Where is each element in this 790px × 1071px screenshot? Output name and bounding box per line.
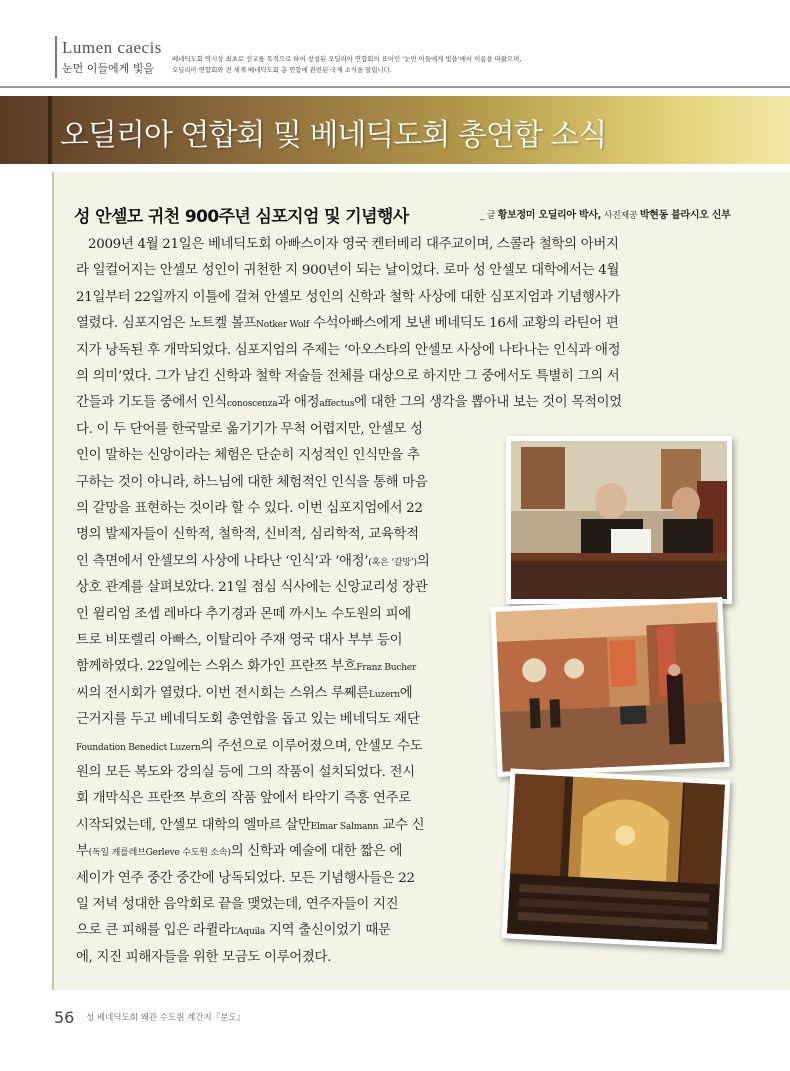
body-line (76, 311, 619, 338)
magazine-section-title-ko: 눈먼 이들에게 빛을 (62, 62, 155, 75)
body-line (76, 681, 412, 708)
body-line (76, 575, 427, 601)
body-line-segment: 인이 말하는 신앙이라는 체험은 단순히 지성적인 인식만을 추 (76, 448, 420, 464)
photo-exhibition (490, 597, 729, 777)
body-line-segment: 으로 큰 피해를 입은 라퀼라 (76, 923, 231, 939)
body-line-segment: 라 일컬어지는 안셀모 성인이 귀천한 지 900년이 되는 날이었다. 로마 성 안셀모 대학에서는 4월 (76, 263, 620, 279)
header-divider (0, 86, 790, 88)
body-line-segment: 다. 이 두 단어를 한국말로 옮기기가 무척 어렵지만, 안셀모 성 (76, 421, 423, 437)
body-line (76, 338, 620, 364)
body-line-segment: 일 저녁 성대한 음악회로 끝을 맺었는데, 연주자들이 지진 (76, 897, 399, 912)
body-line (76, 602, 411, 628)
body-line (76, 522, 419, 548)
body-line-segment: 근거지를 두고 베네딕도회 총연합을 돕고 있는 베네딕도 재단 (76, 712, 420, 728)
section-description (172, 54, 772, 76)
body-line-segment: 트로 비또렐리 아빠스, 이탈리아 주재 영국 대사 부부 등이 (76, 633, 403, 648)
body-line-annotation: (혹은 ‘갈망’) (368, 557, 417, 568)
body-line-segment: 명의 발제자들이 신학적, 철학적, 신비적, 심리학적, 교육학적 (76, 527, 419, 543)
body-line-segment: 회 개막식은 프란쯔 부흐의 작품 앞에서 타악기 즉흥 연주로 (76, 791, 411, 807)
body-line (76, 258, 619, 284)
footer-text: 성 베네딕도회 왜관 수도원 계간지『분도』 (86, 1013, 246, 1023)
article-title: 성 안셀모 귀천 900주년 심포지엄 및 기념행사 (74, 207, 409, 227)
body-line-segment: 지가 낭독된 후 개막되었다. 심포지엄의 주제는 ‘아오스타의 안셀모 사상에 나타나는 인식과 애정 (76, 342, 621, 358)
credit-prefix: _ 글 (480, 211, 498, 221)
body-line (76, 390, 622, 417)
body-line-annotation: Elmar Salmann (310, 821, 379, 832)
body-line-segment: 의 주선으로 이루어졌으며, 안셀모 수도 (200, 738, 423, 754)
magazine-section-title-en: Lumen caecis (62, 38, 162, 57)
body-line-segment: 간들과 기도들 중에서 인식 (76, 395, 227, 411)
body-line-segment: 의 신학과 예술에 대한 짧은 에 (230, 844, 403, 860)
body-line-segment: 에 대한 그의 생각을 뽑아내 보는 것이 목적이었 (354, 395, 622, 411)
body-line (76, 470, 428, 496)
body-line-segment: 2009년 4월 21일은 베네딕도회 아빠스이자 영국 켄터베리 대주교이며, 스콜라 철학의 아버지 (88, 237, 619, 252)
concert-photo-image (507, 774, 725, 945)
body-line-segment: 인 윌리엄 조셉 레바다 추기경과 몬떼 까시노 수도원의 피에 (76, 606, 411, 622)
body-line-segment: 구하는 것이 아니라, 하느님에 대한 체험적인 인식을 통해 마음 (76, 474, 428, 490)
body-line-annotation: (독일 게를레브Gerleve 수도원 소속) (88, 848, 231, 859)
body-line (76, 496, 423, 522)
credit-author: 황보정미 오딜리아 박사, (497, 210, 602, 221)
body-line-annotation: L’Aquila (230, 927, 266, 938)
body-line (76, 786, 411, 812)
body-line (76, 707, 420, 733)
body-line (76, 654, 416, 681)
body-line (76, 417, 423, 443)
body-line-segment: 의 갈망을 표현하는 것이라 할 수 있다. 이번 심포지엄에서 22 (76, 501, 423, 516)
article-credit (480, 206, 731, 221)
body-line-segment: 수석아빠스에게 보낸 베네딕도 16세 교황의 라틴어 편 (309, 316, 619, 332)
body-line-annotation: affectus (319, 399, 355, 410)
body-line-segment: 교수 신 (378, 817, 425, 833)
body-line (88, 232, 619, 258)
body-line-segment: 의 의미’였다. 그가 남긴 신학과 철학 저술들 전체를 대상으로 하지만 그 중에서도 특별히 그의 서 (76, 369, 620, 384)
body-line-annotation: Foundation Benedict Luzern (76, 742, 201, 753)
body-line (76, 364, 619, 390)
body-line-segment: 의 (416, 553, 430, 569)
exhibition-photo-image (496, 602, 725, 772)
panel-border (52, 172, 54, 990)
body-line-segment: 인 측면에서 안셀모의 사상에 나타난 ‘인식’과 ‘애정’ (76, 553, 369, 569)
body-line-segment: 상호 관계를 살펴보았다. 21일 점심 식사에는 신앙교리성 장관 (76, 580, 428, 596)
body-line (76, 285, 620, 311)
body-line-annotation: Franz Bucher (356, 663, 417, 674)
photo-symposium (506, 436, 732, 604)
body-line (76, 760, 415, 786)
body-line-segment: 21일부터 22일까지 이틀에 걸쳐 안셀모 성인의 신학과 철학 사상에 대한 심포지엄과 기념행사가 (76, 289, 620, 305)
body-line (76, 813, 424, 840)
body-line (76, 839, 402, 866)
body-line (76, 892, 398, 918)
body-line (76, 866, 415, 892)
body-line (76, 443, 420, 469)
body-line-segment: 에, 지진 피해자들을 위한 모금도 이루어졌다. (76, 949, 332, 965)
page-number: 56 (54, 1008, 75, 1027)
body-line (76, 549, 430, 576)
header-accent-bar (55, 36, 57, 78)
body-line-segment: 지역 출신이었기 때문 (265, 923, 391, 939)
section-description-line: 오딜리아 연합회와 전 세계 베네딕도회 총 연합에 관련된 국제 소식을 알립니다. (172, 66, 392, 74)
photo-concert (502, 768, 731, 949)
banner-accent (48, 96, 52, 164)
credit-photo-prefix: 사진제공 (601, 211, 640, 221)
body-line-segment: 에 (399, 685, 413, 701)
body-line-segment: 부 (76, 844, 89, 860)
body-line-segment: 과 애정 (277, 395, 320, 411)
body-line (76, 945, 331, 971)
section-description-line: 베네딕도회 역시상 최초로 선교를 목적으로 하여 창설된 오딜리아 연합회의 표어인 ‘눈먼 이들에게 빛을’에서 이름을 따왔으며, (172, 55, 522, 63)
body-line-segment: 원의 모든 복도와 강의실 등에 그의 작품이 설치되었다. 전시 (76, 765, 415, 780)
credit-photographer: 박현동 블라시오 신부 (639, 210, 731, 221)
body-line-annotation: Notker Wolf (256, 320, 310, 331)
body-line-annotation: Luzern (369, 689, 400, 700)
body-line-segment: 세이가 연주 중간 중간에 낭독되었다. 모든 기념행사들은 22 (76, 870, 415, 886)
body-line (76, 918, 391, 945)
symposium-photo-image (511, 441, 727, 599)
body-line-segment: 열렸다. 심포지엄은 노트켈 볼프 (76, 316, 257, 332)
body-line-segment: 씨의 전시회가 열렸다. 이번 전시회는 스위스 루쩨른 (76, 685, 370, 701)
body-line (76, 628, 402, 654)
body-line (76, 734, 422, 761)
body-line-segment: 함께하였다. 22일에는 스위스 화가인 프란쯔 부흐 (76, 659, 357, 675)
body-line-annotation: conoscenza (226, 399, 278, 410)
body-line-segment: 시작되었는데, 안셀모 대학의 엘마르 살만 (76, 817, 311, 833)
banner-title: 오딜리아 연합회 및 베네딕도회 총연합 소식 (60, 118, 607, 153)
